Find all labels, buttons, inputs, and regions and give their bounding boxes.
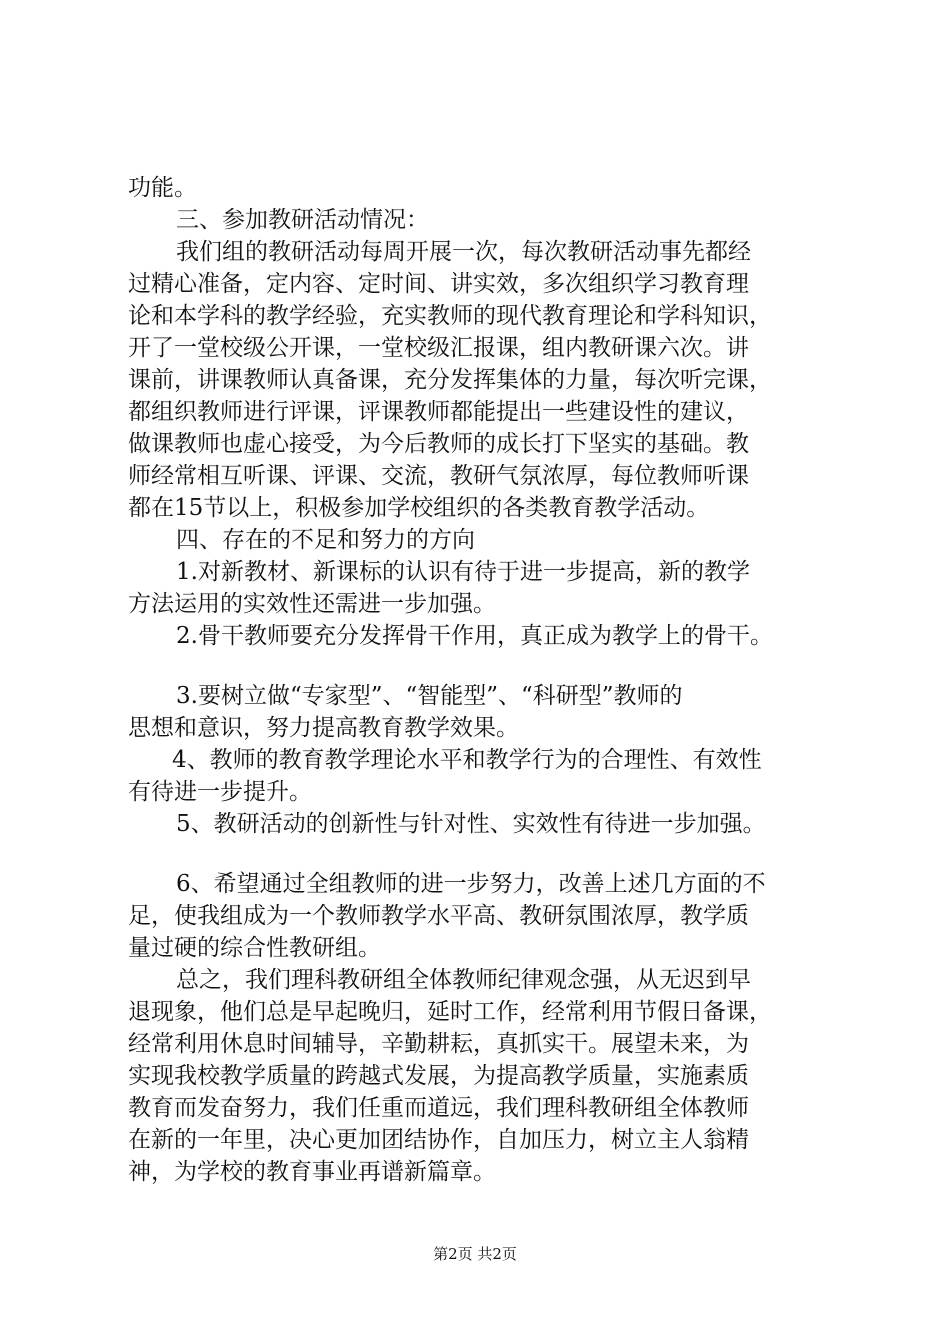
- text-line: 量过硬的综合性教研组。: [128, 935, 381, 961]
- text-line: 2.骨干教师要充分发挥骨干作用，真正成为教学上的骨干。: [176, 623, 773, 649]
- text-line: 课前，讲课教师认真备课，充分发挥集体的力量，每次听完课，: [128, 367, 772, 393]
- text-line: 5、教研活动的创新性与针对性、实效性有待进一步加强。: [176, 811, 766, 837]
- text-line: 在新的一年里，决心更加团结协作，自加压力，树立主人翁精: [128, 1127, 749, 1153]
- section-heading: 四、存在的不足和努力的方向: [176, 527, 475, 553]
- text-line: 经常利用休息时间辅导，辛勤耕耘，真抓实干。展望未来，为: [128, 1031, 749, 1057]
- text-line: 3.要树立做“专家型”、“智能型”、“科研型”教师的: [176, 683, 683, 709]
- text-line: 总之，我们理科教研组全体教师纪律观念强，从无迟到早: [176, 967, 751, 993]
- text-line: 思想和意识，努力提高教育教学效果。: [128, 715, 519, 741]
- text-line: 都组织教师进行评课，评课教师都能提出一些建设性的建议，: [128, 399, 749, 425]
- text-line: 有待进一步提升。: [128, 779, 312, 805]
- text-line: 做课教师也虚心接受，为今后教师的成长打下坚实的基础。教: [128, 431, 749, 457]
- page-number-footer: 第2页 共2页: [433, 1245, 517, 1263]
- text-line: 师经常相互听课、评课、交流，教研气氛浓厚，每位教师听课: [128, 463, 749, 489]
- text-line: 实现我校教学质量的跨越式发展，为提高教学质量，实施素质: [128, 1063, 749, 1089]
- text-line: 过精心准备，定内容、定时间、讲实效，多次组织学习教育理: [128, 271, 749, 297]
- document-body: [128, 172, 828, 1188]
- text-line: 6、希望通过全组教师的进一步努力，改善上述几方面的不: [176, 871, 766, 897]
- paragraph-gap: [128, 652, 828, 680]
- text-line: 足，使我组成为一个教师教学水平高、教研氛围浓厚，教学质: [128, 903, 749, 929]
- text-line: 开了一堂校级公开课，一堂校级汇报课，组内教研课六次。讲: [128, 335, 749, 361]
- text-line: 1.对新教材、新课标的认识有待于进一步提高，新的教学: [176, 559, 750, 585]
- text-line: 4、教师的教育教学理论水平和教学行为的合理性、有效性: [172, 747, 762, 773]
- text-line: 方法运用的实效性还需进一步加强。: [128, 591, 496, 617]
- text-line: 教育而发奋努力，我们任重而道远，我们理科教研组全体教师: [128, 1095, 749, 1121]
- text-line: 论和本学科的教学经验，充实教师的现代教育理论和学科知识，: [128, 303, 772, 329]
- section-heading: 三、参加教研活动情况：: [176, 207, 429, 233]
- paragraph-gap: [128, 840, 828, 868]
- text-line: 神，为学校的教育事业再谱新篇章。: [128, 1159, 496, 1185]
- text-line: 我们组的教研活动每周开展一次，每次教研活动事先都经: [176, 239, 751, 265]
- text-line: 都在15节以上，积极参加学校组织的各类教育教学活动。: [128, 495, 710, 521]
- text-line: 退现象，他们总是早起晚归，延时工作，经常利用节假日备课，: [128, 999, 772, 1025]
- text-line: 功能。: [128, 175, 197, 201]
